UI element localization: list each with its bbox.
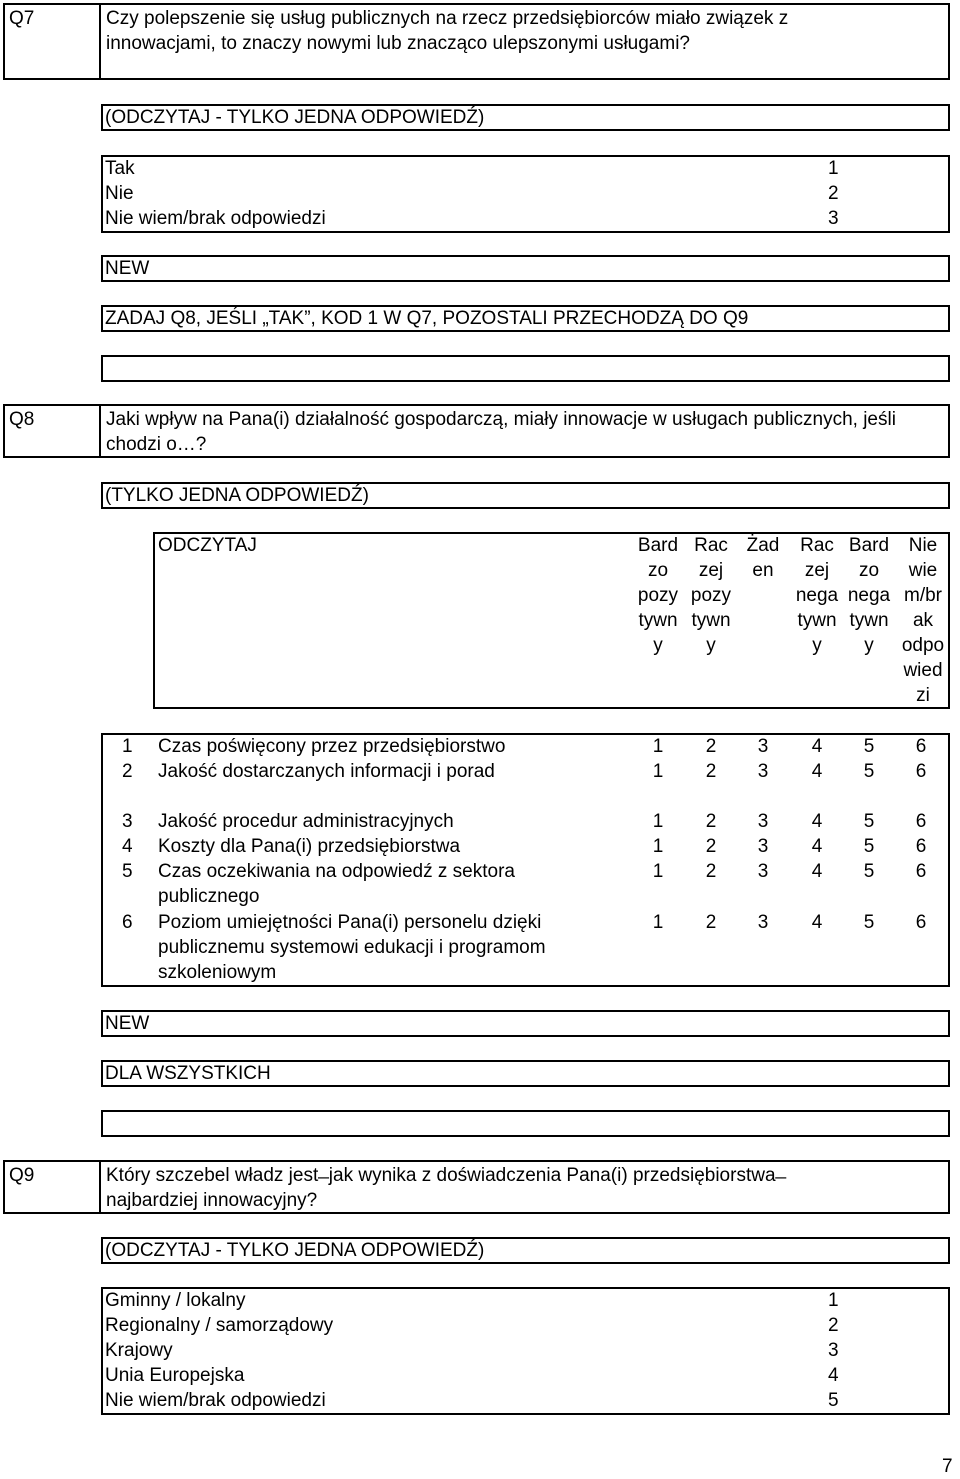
q8-new-label: NEW <box>105 1013 150 1034</box>
q8-scale-header <box>900 533 946 708</box>
q8-answer-code[interactable]: 6 <box>915 761 927 782</box>
q8-scale-header-line: tywn <box>797 610 837 631</box>
q8-item-number: 5 <box>122 861 133 882</box>
q8-answer-code[interactable]: 6 <box>915 736 927 757</box>
q8-answer-code[interactable]: 2 <box>705 736 717 757</box>
q7-routing-text: ZADAJ Q8, JEŚLI „TAK”, KOD 1 W Q7, POZOSTALI PRZECHODZĄ DO Q9 <box>105 308 749 329</box>
page-number: 7 <box>942 1456 953 1477</box>
q8-answer-code[interactable]: 5 <box>863 736 875 757</box>
q9-option-code: 2 <box>828 1315 839 1336</box>
q8-answer-code[interactable]: 3 <box>757 912 769 933</box>
q7-option-label: Nie wiem/brak odpowiedzi <box>105 208 326 229</box>
q8-scale-header-line: ak <box>912 610 934 631</box>
q8-item-label: Czas oczekiwania na odpowiedź z sektora <box>158 861 515 882</box>
q8-scale-header-line: y <box>864 635 874 656</box>
q9-option-label: Gminny / lokalny <box>105 1290 246 1311</box>
q7-instruction: (ODCZYTAJ - TYLKO JEDNA ODPOWIEDŹ) <box>105 107 485 128</box>
q8-read-label: ODCZYTAJ <box>158 535 257 556</box>
q7-new-box <box>101 255 950 282</box>
q8-scale-header-line: zej <box>804 560 830 581</box>
q8-answer-code[interactable]: 5 <box>863 861 875 882</box>
q8-answer-code[interactable]: 5 <box>863 836 875 857</box>
q8-answer-code[interactable]: 4 <box>811 761 823 782</box>
q8-scale-header-line: pozy <box>637 585 679 606</box>
q8-scale-header-line: Bard <box>848 535 890 556</box>
q8-answer-code[interactable]: 6 <box>915 861 927 882</box>
q8-scale-header-line: Bard <box>637 535 679 556</box>
q8-new-box <box>101 1010 950 1037</box>
q7-option-code: 3 <box>828 208 839 229</box>
q9-option-label: Nie wiem/brak odpowiedzi <box>105 1390 326 1411</box>
q8-scale-header-line: y <box>812 635 822 656</box>
q8-answer-code[interactable]: 3 <box>757 836 769 857</box>
q8-item-number: 6 <box>122 912 133 933</box>
q9-divider <box>99 1160 101 1214</box>
q8-instruction: (TYLKO JEDNA ODPOWIEDŹ) <box>105 485 369 506</box>
q7-new-label: NEW <box>105 258 150 279</box>
q8-scale-header-line: Żad <box>746 535 780 556</box>
q8-item-label: Czas poświęcony przez przedsiębiorstwo <box>158 736 506 757</box>
q8-answer-code[interactable]: 6 <box>915 836 927 857</box>
q8-answer-code[interactable]: 1 <box>652 761 664 782</box>
q8-scale-header <box>740 533 786 583</box>
q8-scale-header <box>635 533 681 658</box>
q8-item-label: publicznego <box>158 886 260 907</box>
q8-answer-code[interactable]: 1 <box>652 836 664 857</box>
q9-question-line2: najbardziej innowacyjny? <box>106 1190 318 1211</box>
q8-item-label: Koszty dla Pana(i) przedsiębiorstwa <box>158 836 461 857</box>
q8-scale-header-line: Rac <box>694 535 728 556</box>
q8-scale-header-line: wie <box>908 560 938 581</box>
q8-scale-header-line: tywn <box>849 610 889 631</box>
q9-option-label: Unia Europejska <box>105 1365 245 1386</box>
q8-answer-code[interactable]: 4 <box>811 861 823 882</box>
q8-divider <box>99 404 101 458</box>
q8-answer-code[interactable]: 3 <box>757 736 769 757</box>
q8-scale-header-line: en <box>752 560 774 581</box>
q9-blank-box <box>101 1110 950 1137</box>
q9-option-code: 1 <box>828 1290 839 1311</box>
all-respondents-label: DLA WSZYSTKICH <box>105 1063 271 1084</box>
q8-item-label: Jakość procedur administracyjnych <box>158 811 454 832</box>
q9-option-code: 3 <box>828 1340 839 1361</box>
q8-scale-header-line: tywn <box>638 610 678 631</box>
q8-answer-code[interactable]: 4 <box>811 836 823 857</box>
q7-option-label: Nie <box>105 183 134 204</box>
q8-scale-header-line: nega <box>847 585 891 606</box>
q8-scale-header-line: m/br <box>904 585 942 606</box>
q8-item-number: 2 <box>122 761 133 782</box>
q8-answer-code[interactable]: 6 <box>915 912 927 933</box>
q9-id: Q9 <box>9 1165 35 1186</box>
q8-item-label: Poziom umiejętności Pana(i) personelu dzięki <box>158 912 542 933</box>
q8-answer-code[interactable]: 5 <box>863 761 875 782</box>
q9-option-code: 5 <box>828 1390 839 1411</box>
q8-item-label: szkoleniowym <box>158 962 277 983</box>
q8-answer-code[interactable]: 3 <box>757 861 769 882</box>
q8-id: Q8 <box>9 409 35 430</box>
q8-scale-header-line: wied <box>903 660 943 681</box>
q8-scale-header <box>794 533 840 658</box>
q8-scale-header-line: zo <box>858 560 880 581</box>
q8-answer-code[interactable]: 3 <box>757 811 769 832</box>
q8-answer-code[interactable]: 5 <box>863 811 875 832</box>
q7-option-code: 1 <box>828 158 839 179</box>
q8-scale-header-line: pozy <box>690 585 732 606</box>
q8-answer-code[interactable]: 2 <box>705 861 717 882</box>
q8-answer-code[interactable]: 1 <box>652 861 664 882</box>
q8-scale-header <box>688 533 734 658</box>
q8-item-number: 4 <box>122 836 133 857</box>
q8-scale-header-line: nega <box>795 585 839 606</box>
q7-question-text: Czy polepszenie się usług publicznych na rzecz przedsiębiorców miało związek z innowacjami, to znaczy nowymi lub znacząco ulepszonymi usługami? <box>106 8 789 54</box>
q8-answer-code[interactable]: 6 <box>915 811 927 832</box>
q7-blank-box <box>101 355 950 382</box>
q9-question-line1: Który szczebel władz jest ̶ jak wynika z doświadczenia Pana(i) przedsiębiorstwa ̶ <box>106 1165 781 1186</box>
q8-scale-header-line: zej <box>698 560 724 581</box>
q8-item-label: Jakość dostarczanych informacji i porad <box>158 761 495 782</box>
q9-option-label: Krajowy <box>105 1340 173 1361</box>
q7-id: Q7 <box>9 8 35 29</box>
q8-item-number: 1 <box>122 736 133 757</box>
q8-item-number: 3 <box>122 811 133 832</box>
q9-option-label: Regionalny / samorządowy <box>105 1315 334 1336</box>
q7-divider <box>99 3 101 80</box>
q8-answer-code[interactable]: 1 <box>652 736 664 757</box>
q8-scale-header <box>846 533 892 658</box>
q8-answer-code[interactable]: 4 <box>811 811 823 832</box>
q8-answer-code[interactable]: 3 <box>757 761 769 782</box>
q8-answer-code[interactable]: 4 <box>811 912 823 933</box>
q8-scale-header-line: Nie <box>908 535 938 556</box>
q8-answer-code[interactable]: 2 <box>705 761 717 782</box>
q8-answer-code[interactable]: 4 <box>811 736 823 757</box>
q8-scale-header-line: zi <box>916 685 930 706</box>
q8-scale-header-line: zo <box>647 560 669 581</box>
q9-instruction: (ODCZYTAJ - TYLKO JEDNA ODPOWIEDŹ) <box>105 1240 485 1261</box>
q8-scale-header-line: odpo <box>901 635 945 656</box>
q8-scale-header-line: y <box>706 635 716 656</box>
q7-option-code: 2 <box>828 183 839 204</box>
q8-scale-header-line: y <box>653 635 663 656</box>
q9-option-code: 4 <box>828 1365 839 1386</box>
q8-answer-code[interactable]: 5 <box>863 912 875 933</box>
q8-answer-code[interactable]: 2 <box>705 912 717 933</box>
q8-item-label: publicznemu systemowi edukacji i programom <box>158 937 546 958</box>
q8-answer-code[interactable]: 1 <box>652 811 664 832</box>
q8-answer-code[interactable]: 1 <box>652 912 664 933</box>
q7-option-label: Tak <box>105 158 135 179</box>
q8-scale-header-line: tywn <box>691 610 731 631</box>
q8-answer-code[interactable]: 2 <box>705 836 717 857</box>
q8-scale-header-line: Rac <box>800 535 834 556</box>
q8-question-text: Jaki wpływ na Pana(i) działalność gospodarczą, miały innowacje w usługach publicznych, jeśli chodzi o…? <box>106 409 896 455</box>
q8-answer-code[interactable]: 2 <box>705 811 717 832</box>
